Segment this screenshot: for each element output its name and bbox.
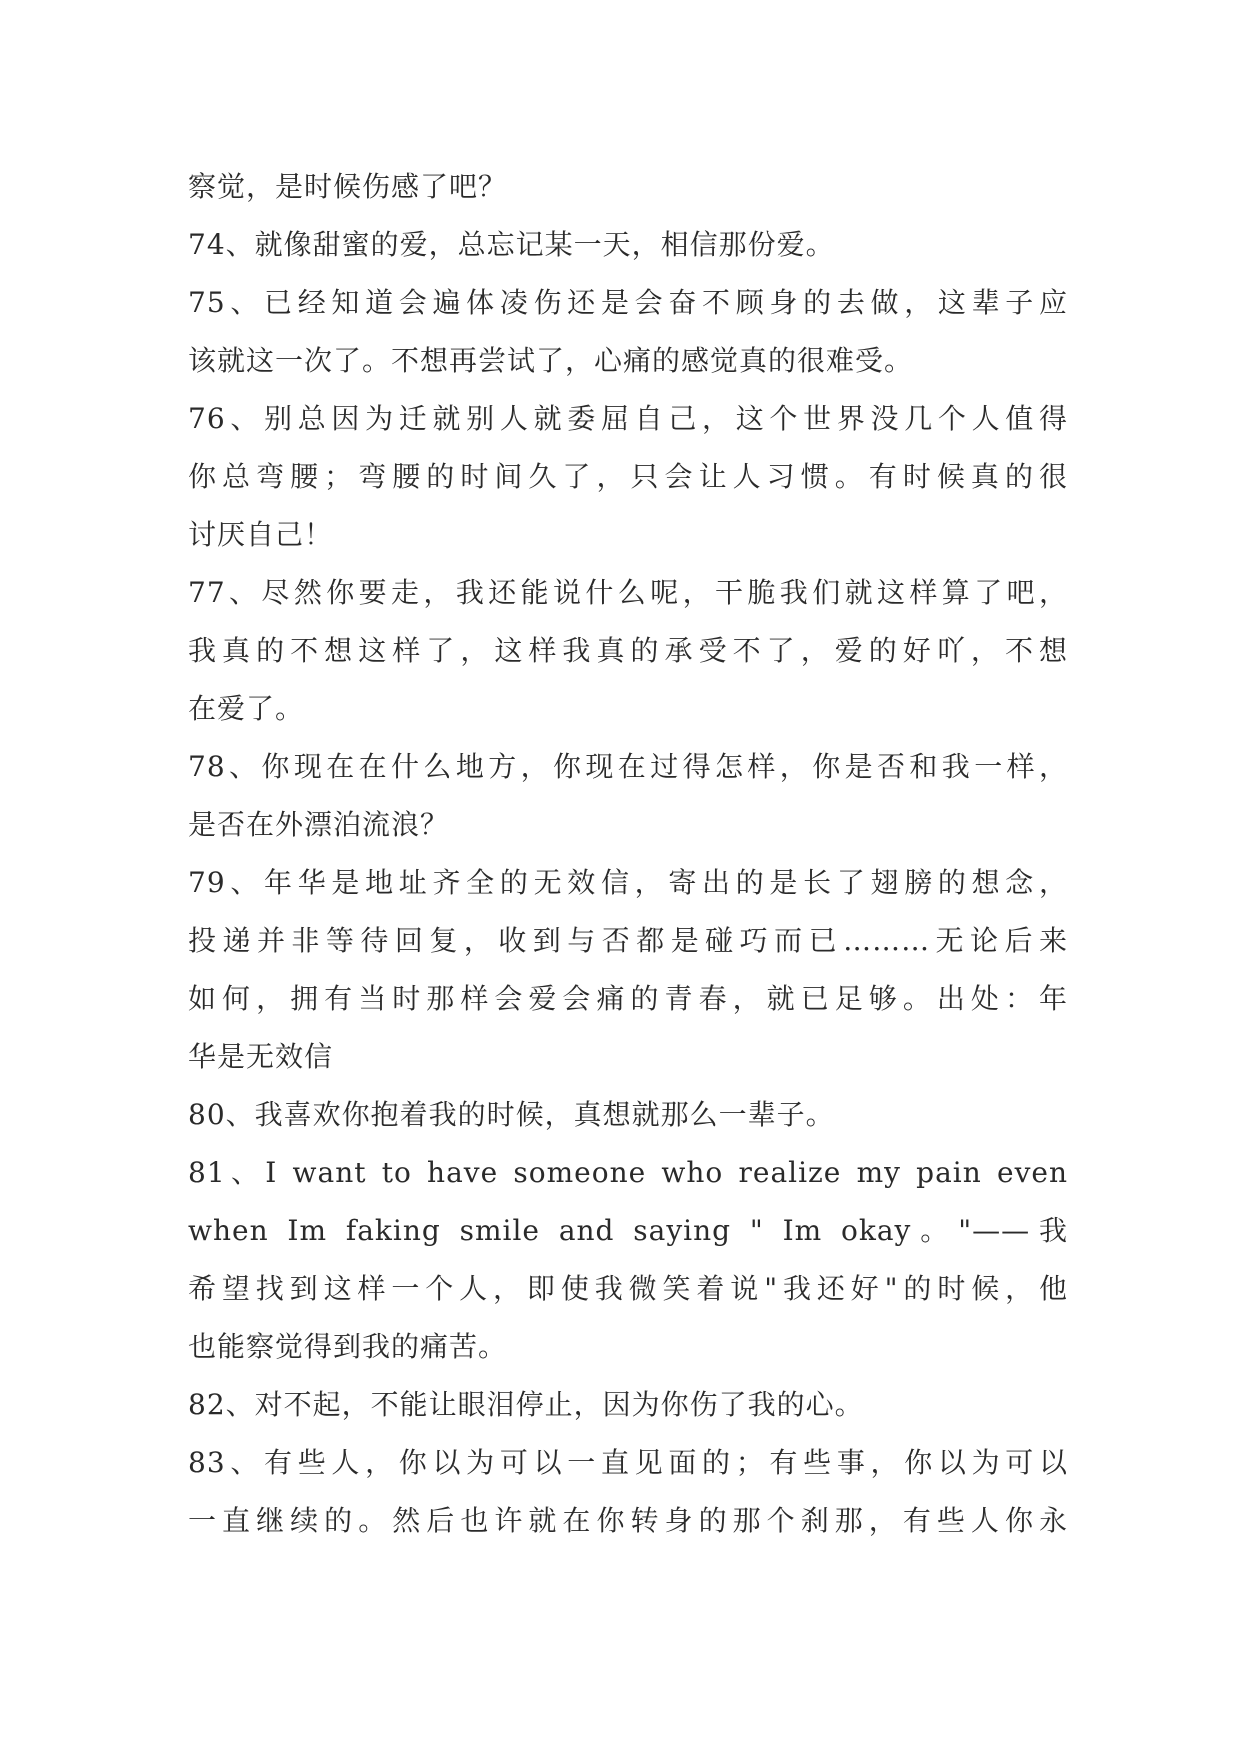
text-line: 75、已经知道会遍体凌伤还是会奋不顾身的去做，这辈子应 (188, 286, 1068, 319)
text-line: 察觉，是时候伤感了吧？ (188, 170, 508, 203)
text-line: 77、尽然你要走，我还能说什么呢，干脆我们就这样算了吧， (188, 576, 1068, 609)
text-line: 79、年华是地址齐全的无效信，寄出的是长了翅膀的想念， (188, 866, 1068, 899)
text-line: 是否在外漂泊流浪？ (188, 808, 450, 841)
text-line: 76、别总因为迁就别人就委屈自己，这个世界没几个人值得 (188, 402, 1068, 435)
text-line: 81、I want to have someone who realize my pain even (188, 1156, 1068, 1189)
text-line: 华是无效信 (188, 1040, 334, 1073)
text-line: 一直继续的。然后也许就在你转身的那个刹那，有些人你永 (188, 1504, 1068, 1537)
text-line: 78、你现在在什么地方，你现在过得怎样，你是否和我一样， (188, 750, 1068, 783)
text-line: 82、对不起，不能让眼泪停止，因为你伤了我的心。 (188, 1388, 864, 1421)
text-line: 83、有些人，你以为可以一直见面的；有些事，你以为可以 (188, 1446, 1068, 1479)
text-line: 讨厌自己！ (188, 518, 334, 551)
text-line: when Im faking smile and saying " Im okay。"——我 (188, 1214, 1068, 1247)
text-line: 在爱了。 (188, 692, 305, 725)
text-line: 希望找到这样一个人，即使我微笑着说"我还好"的时候，他 (188, 1272, 1068, 1305)
text-line: 80、我喜欢你抱着我的时候，真想就那么一辈子。 (188, 1098, 835, 1131)
text-line: 投递并非等待回复，收到与否都是碰巧而已………无论后来 (188, 924, 1068, 957)
text-line: 你总弯腰；弯腰的时间久了，只会让人习惯。有时候真的很 (188, 460, 1068, 493)
text-line: 74、就像甜蜜的爱，总忘记某一天，相信那份爱。 (188, 228, 835, 261)
text-line: 如何，拥有当时那样会爱会痛的青春，就已足够。出处：年 (188, 982, 1068, 1015)
text-line: 也能察觉得到我的痛苦。 (188, 1330, 508, 1363)
text-line: 我真的不想这样了，这样我真的承受不了，爱的好吖，不想 (188, 634, 1068, 667)
body-text (188, 158, 1068, 1550)
text-line: 该就这一次了。不想再尝试了，心痛的感觉真的很难受。 (188, 344, 914, 377)
